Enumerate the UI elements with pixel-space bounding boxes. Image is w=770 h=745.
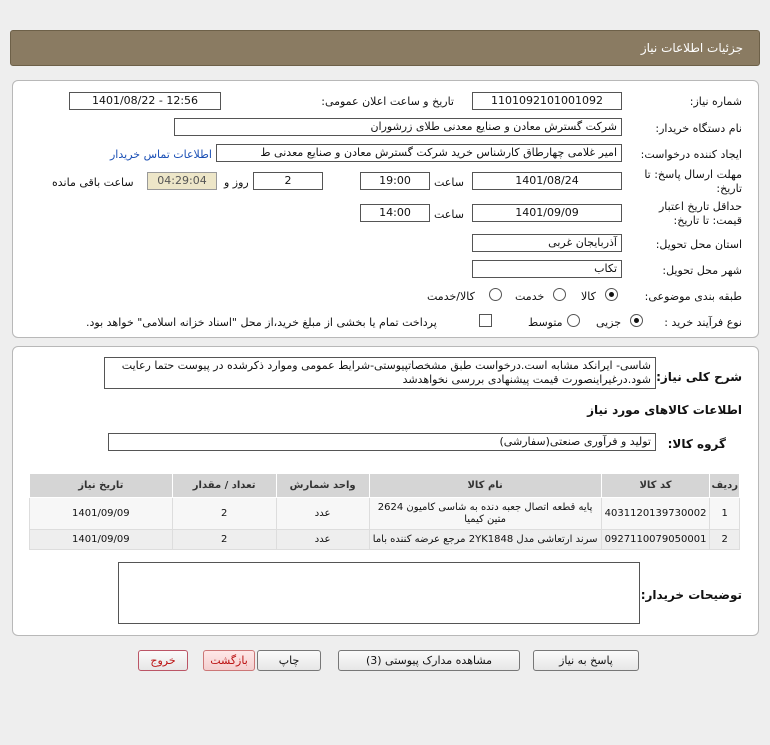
reply-button[interactable]: پاسخ به نیاز: [533, 650, 639, 671]
creator-field: امیر غلامی چهارطاق کارشناس خرید شرکت گسترش معادن و صنایع معدنی ط: [216, 144, 622, 162]
buyer-notes-label: توضیحات خریدار:: [640, 588, 742, 602]
days-field: 2: [253, 172, 323, 190]
goods-group-field: تولید و فرآوری صنعتی(سفارشی): [108, 433, 656, 451]
buyer-org-label: نام دستگاه خریدار:: [655, 122, 742, 135]
col-unit: واحد شمارش: [276, 474, 369, 498]
announce-label: تاریخ و ساعت اعلان عمومی:: [321, 95, 454, 108]
payment-note: پرداخت تمام یا بخشی از مبلغ خرید،از محل "اسناد خزانه اسلامی" خواهد بود.: [86, 316, 437, 329]
cell-name: پایه قطعه اتصال جعبه دنده به شاسی کامیون 2624 متین کیمیا: [369, 498, 601, 530]
cell-code: 0927110079050001: [601, 530, 710, 550]
process-medium-radio[interactable]: [567, 314, 580, 327]
category-service-label: خدمت: [515, 290, 545, 303]
category-goods-radio[interactable]: [605, 288, 618, 301]
goods-section-title: اطلاعات کالاهای مورد نیاز: [587, 403, 742, 417]
attachments-button[interactable]: مشاهده مدارک پیوستی (3): [338, 650, 520, 671]
table-row[interactable]: [30, 530, 740, 550]
cell-row: 2: [710, 530, 740, 550]
deadline-time-label: ساعت: [434, 176, 464, 189]
buyer-notes-field: [118, 562, 640, 624]
province-field: آذربایجان غربی: [472, 234, 622, 252]
remaining-time-field: 04:29:04: [147, 172, 217, 190]
validity-time-field: 14:00: [360, 204, 430, 222]
buyer-org-field: شرکت گسترش معادن و صنایع معدنی طلای زرشوران: [174, 118, 622, 136]
deadline-time-field: 19:00: [360, 172, 430, 190]
cell-name: سرند ارتعاشی مدل 2YK1848 مرجع عرضه کننده باما: [369, 530, 601, 550]
col-qty: تعداد / مقدار: [172, 474, 276, 498]
validity-label-1: حداقل تاریخ اعتبار: [658, 200, 742, 213]
cell-qty: 2: [172, 498, 276, 530]
cell-unit: عدد: [276, 530, 369, 550]
validity-time-label: ساعت: [434, 208, 464, 221]
page-title: جزئیات اطلاعات نیاز: [640, 41, 743, 55]
city-label: شهر محل تحویل:: [662, 264, 742, 277]
col-date: تاریخ نیاز: [30, 474, 173, 498]
process-medium-label: متوسط: [528, 316, 563, 329]
cell-date: 1401/09/09: [30, 530, 173, 550]
cell-unit: عدد: [276, 498, 369, 530]
category-goods-service-radio[interactable]: [489, 288, 502, 301]
category-goods-label: کالا: [581, 290, 596, 303]
city-field: تکاب: [472, 260, 622, 278]
category-service-radio[interactable]: [553, 288, 566, 301]
goods-table-header: [30, 474, 740, 498]
deadline-label-1: مهلت ارسال پاسخ: تا: [644, 168, 742, 181]
exit-button[interactable]: خروج: [138, 650, 188, 671]
cell-qty: 2: [172, 530, 276, 550]
validity-label-2: قیمت: تا تاریخ:: [673, 214, 742, 227]
table-row[interactable]: [30, 498, 740, 530]
days-label: روز و: [224, 176, 249, 189]
category-label: طبقه بندی موضوعی:: [644, 290, 742, 303]
process-minor-label: جزیی: [596, 316, 622, 329]
category-goods-service-label: کالا/خدمت: [427, 290, 475, 303]
contact-info-link[interactable]: اطلاعات تماس خریدار: [110, 148, 212, 161]
cell-row: 1: [710, 498, 740, 530]
announce-field: 1401/08/22 - 12:56: [69, 92, 221, 110]
cell-date: 1401/09/09: [30, 498, 173, 530]
treasury-payment-checkbox[interactable]: [479, 314, 492, 327]
deadline-label-2: تاریخ:: [716, 182, 742, 195]
goods-table: [29, 473, 740, 550]
process-minor-radio[interactable]: [630, 314, 643, 327]
remaining-label: ساعت باقی مانده: [52, 176, 134, 189]
description-label: شرح کلی نیاز:: [656, 370, 742, 384]
col-name: نام کالا: [369, 474, 601, 498]
back-button[interactable]: بازگشت: [203, 650, 255, 671]
process-label: نوع فرآیند خرید :: [664, 316, 742, 329]
deadline-date-field: 1401/08/24: [472, 172, 622, 190]
goods-group-label: گروه کالا:: [667, 437, 726, 451]
col-code: کد کالا: [601, 474, 710, 498]
need-number-field: 1101092101001092: [472, 92, 622, 110]
province-label: استان محل تحویل:: [655, 238, 742, 251]
print-button[interactable]: چاپ: [257, 650, 321, 671]
col-row: ردیف: [710, 474, 740, 498]
cell-code: 4031120139730002: [601, 498, 710, 530]
page-header: [10, 30, 760, 66]
need-number-label: شماره نیاز:: [689, 95, 742, 108]
creator-label: ایجاد کننده درخواست:: [640, 148, 742, 161]
description-field: شاسی- ایرانکد مشابه است.درخواست طبق مشخصاتپیوستی-شرایط عمومی وموارد ذکرشده در پیوست حتما رعایت شود.درغیراینصورت قیمت پیشنهادی بررسی نخواهدشد: [104, 357, 656, 389]
validity-date-field: 1401/09/09: [472, 204, 622, 222]
